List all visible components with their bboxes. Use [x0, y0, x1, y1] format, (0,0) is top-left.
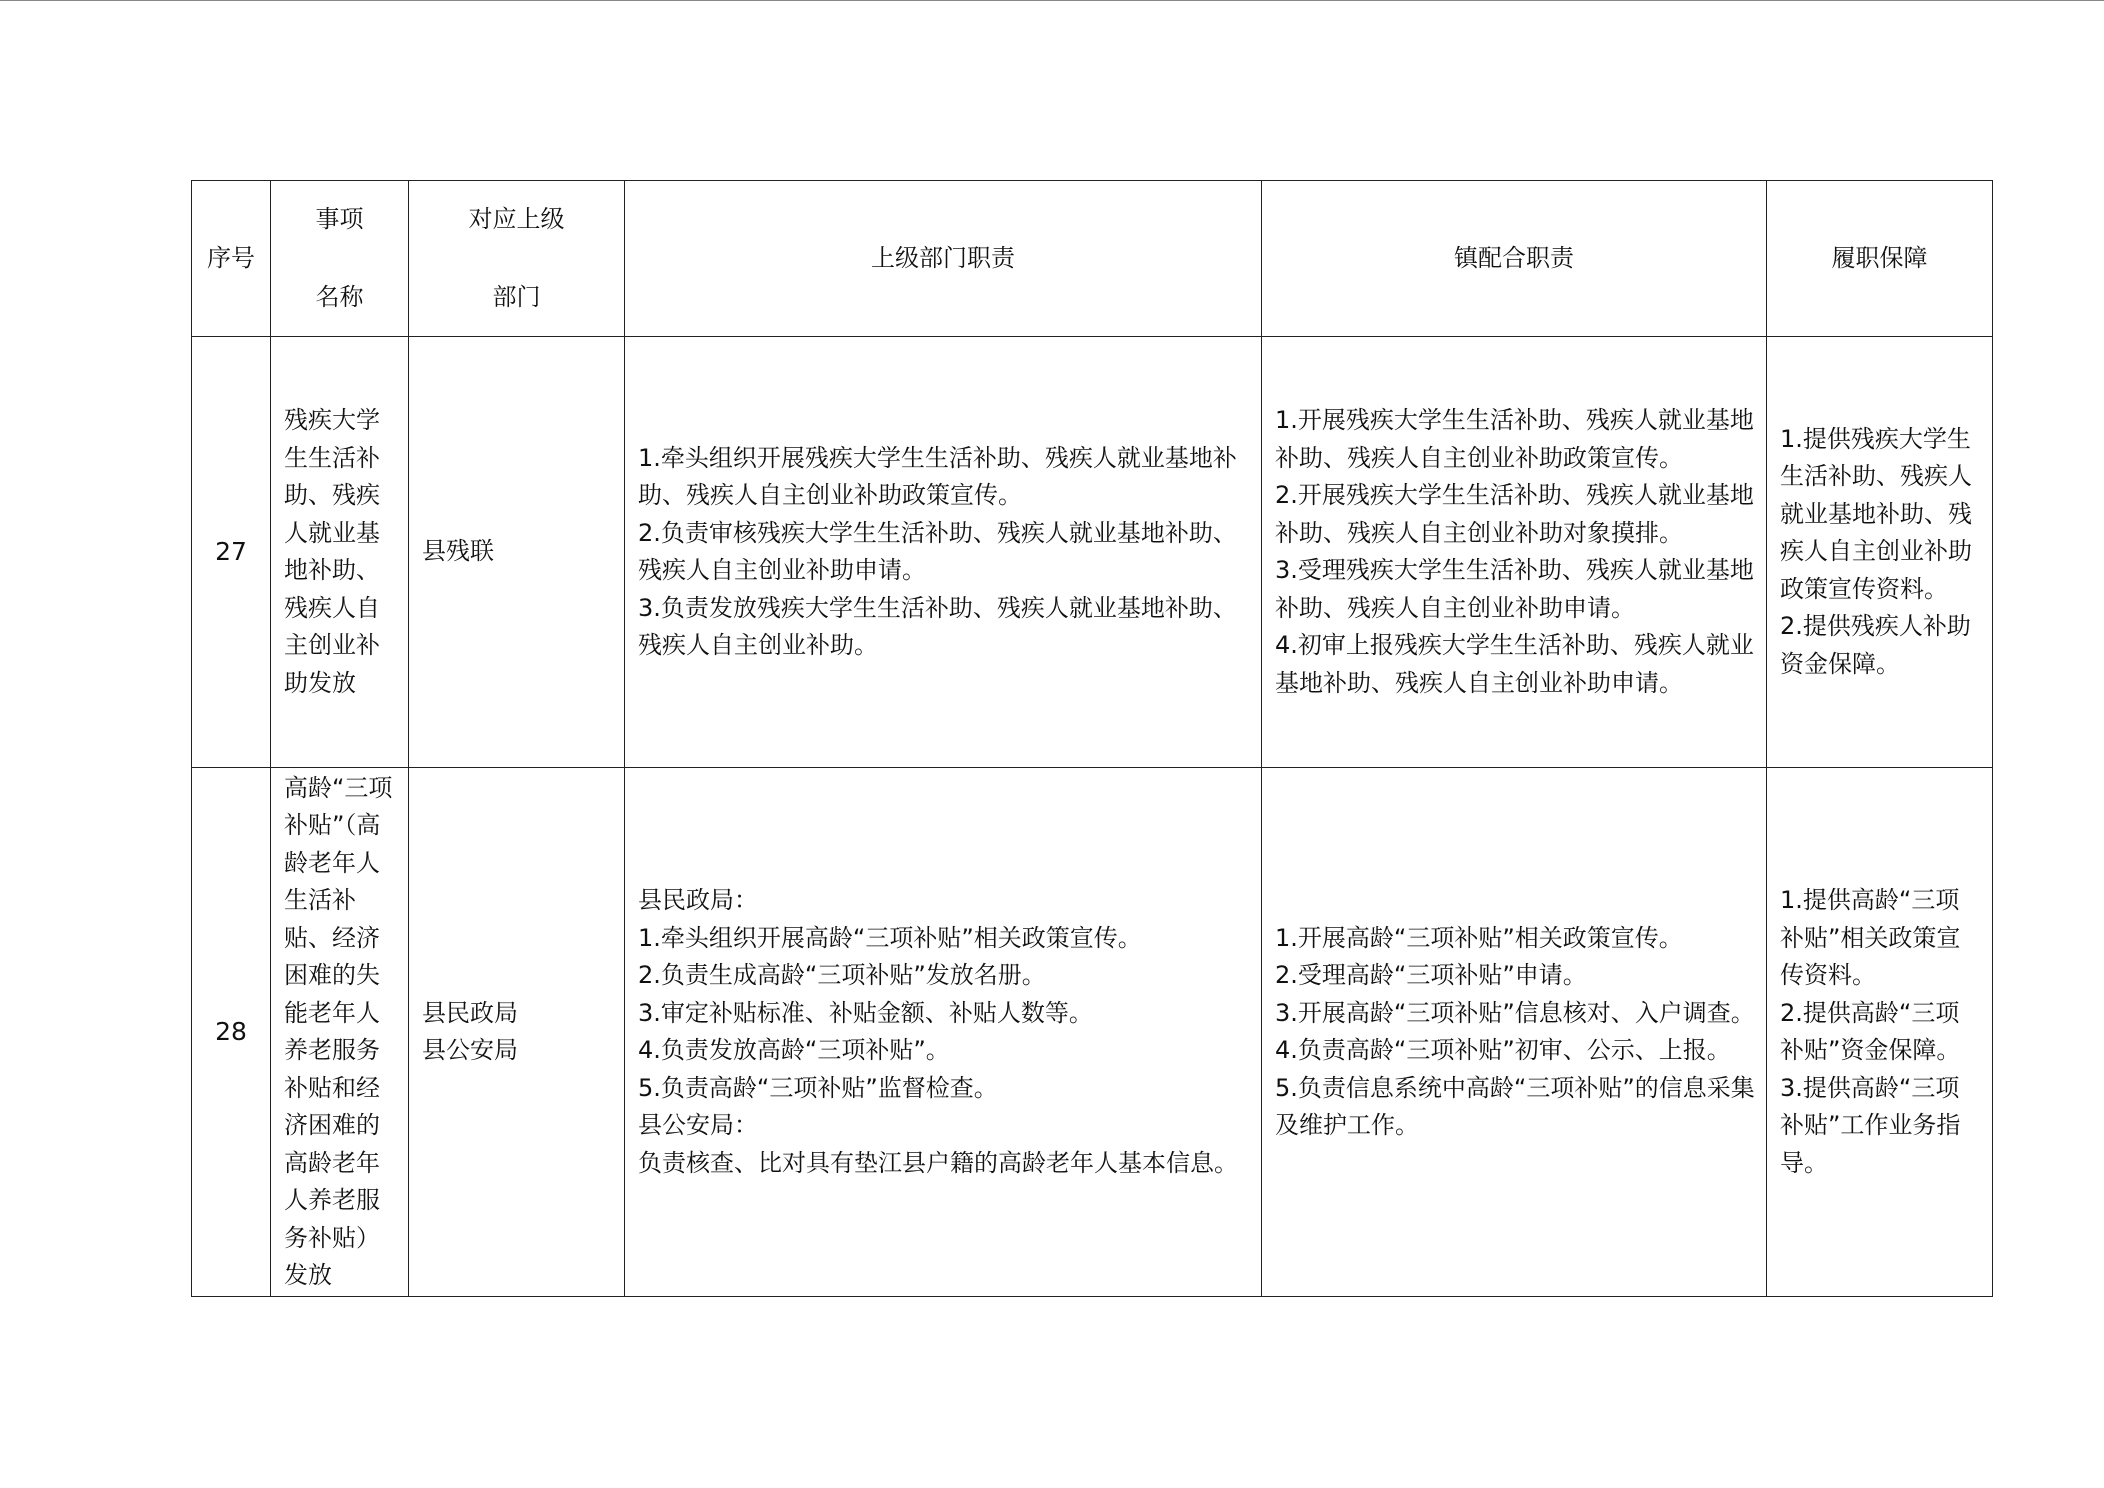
- header-upper-duty: 上级部门职责: [625, 181, 1262, 337]
- header-index: 序号: [192, 181, 271, 337]
- row-item-name: 残疾大学生生活补助、残疾人就业基地补助、残疾人自主创业补助发放: [271, 337, 409, 768]
- table-row: [192, 337, 1993, 768]
- dept-line: 县公安局: [422, 1036, 518, 1064]
- header-upper-dept-line2: 部门: [492, 283, 541, 311]
- row-upper-dept: [409, 768, 625, 1297]
- row-town-duty: [1262, 768, 1767, 1297]
- header-item-name: [271, 181, 409, 337]
- upper-duty-line: 1.牵头组织开展高龄“三项补贴”相关政策宣传。: [638, 923, 1142, 952]
- row-item-name: 高龄“三项补贴”（高龄老年人生活补贴、经济困难的失能老年人养老服务补贴和经济困难的高龄老年人养老服务补贴）发放: [271, 768, 409, 1297]
- upper-duty-line: 1.牵头组织开展残疾大学生生活补助、残疾人就业基地补助、残疾人自主创业补助政策宣传。: [638, 443, 1237, 509]
- row-guarantee: [1767, 337, 1993, 768]
- town-duty-line: 4.初审上报残疾大学生生活补助、残疾人就业基地补助、残疾人自主创业补助申请。: [1275, 631, 1754, 697]
- guarantee-line: 1.提供残疾大学生生活补助、残疾人就业基地补助、残疾人自主创业补助政策宣传资料。: [1780, 424, 1972, 603]
- town-duty-line: 2.开展残疾大学生生活补助、残疾人就业基地补助、残疾人自主创业补助对象摸排。: [1275, 481, 1754, 547]
- row-index: 28: [192, 768, 271, 1297]
- row-upper-duty: [625, 337, 1262, 768]
- upper-duty-line: 3.审定补贴标准、补贴金额、补贴人数等。: [638, 998, 1093, 1027]
- row-index: 27: [192, 337, 271, 768]
- header-upper-dept: [409, 181, 625, 337]
- town-duty-line: 3.开展高龄“三项补贴”信息核对、入户调查。: [1275, 998, 1755, 1027]
- guarantee-line: 3.提供高龄“三项补贴”工作业务指导。: [1780, 1073, 1961, 1177]
- town-duty-line: 2.受理高龄“三项补贴”申请。: [1275, 961, 1587, 989]
- upper-duty-line: 2.负责生成高龄“三项补贴”发放名册。: [638, 961, 1046, 989]
- dept-line: 县残联: [422, 537, 494, 566]
- upper-duty-line: 2.负责审核残疾大学生生活补助、残疾人就业基地补助、残疾人自主创业补助申请。: [638, 518, 1237, 584]
- table-header-row: [192, 181, 1993, 337]
- header-upper-dept-line1: 对应上级: [468, 204, 565, 233]
- guarantee-line: 2.提供高龄“三项补贴”资金保障。: [1780, 998, 1961, 1064]
- upper-duty-line: 3.负责发放残疾大学生生活补助、残疾人就业基地补助、残疾人自主创业补助。: [638, 593, 1237, 659]
- town-duty-line: 1.开展高龄“三项补贴”相关政策宣传。: [1275, 923, 1683, 952]
- town-duty-line: 1.开展残疾大学生生活补助、残疾人就业基地补助、残疾人自主创业补助政策宣传。: [1275, 406, 1754, 472]
- header-guarantee: 履职保障: [1767, 181, 1993, 337]
- upper-duty-line: 县民政局：: [638, 886, 758, 914]
- upper-duty-line: 县公安局：: [638, 1111, 758, 1139]
- row-town-duty: [1262, 337, 1767, 768]
- guarantee-line: 1.提供高龄“三项补贴”相关政策宣传资料。: [1780, 886, 1961, 989]
- row-upper-dept: [409, 337, 625, 768]
- table-row: [192, 768, 1993, 1297]
- upper-duty-line: 5.负责高龄“三项补贴”监督检查。: [638, 1073, 998, 1102]
- town-duty-line: 5.负责信息系统中高龄“三项补贴”的信息采集及维护工作。: [1275, 1073, 1755, 1139]
- header-item-name-line1: 事项: [315, 204, 364, 233]
- upper-duty-line: 4.负责发放高龄“三项补贴”。: [638, 1036, 950, 1064]
- row-upper-duty: [625, 768, 1262, 1297]
- header-town-duty: 镇配合职责: [1262, 181, 1767, 337]
- duty-table: [191, 180, 1993, 1297]
- page-top-border: [0, 0, 2104, 1]
- dept-line: 县民政局: [422, 998, 518, 1027]
- guarantee-line: 2.提供残疾人补助资金保障。: [1780, 612, 1971, 678]
- town-duty-line: 3.受理残疾大学生生活补助、残疾人就业基地补助、残疾人自主创业补助申请。: [1275, 556, 1754, 622]
- row-guarantee: [1767, 768, 1993, 1297]
- town-duty-line: 4.负责高龄“三项补贴”初审、公示、上报。: [1275, 1036, 1731, 1064]
- header-item-name-line2: 名称: [315, 283, 364, 311]
- upper-duty-line: 负责核查、比对具有垫江县户籍的高龄老年人基本信息。: [638, 1148, 1238, 1177]
